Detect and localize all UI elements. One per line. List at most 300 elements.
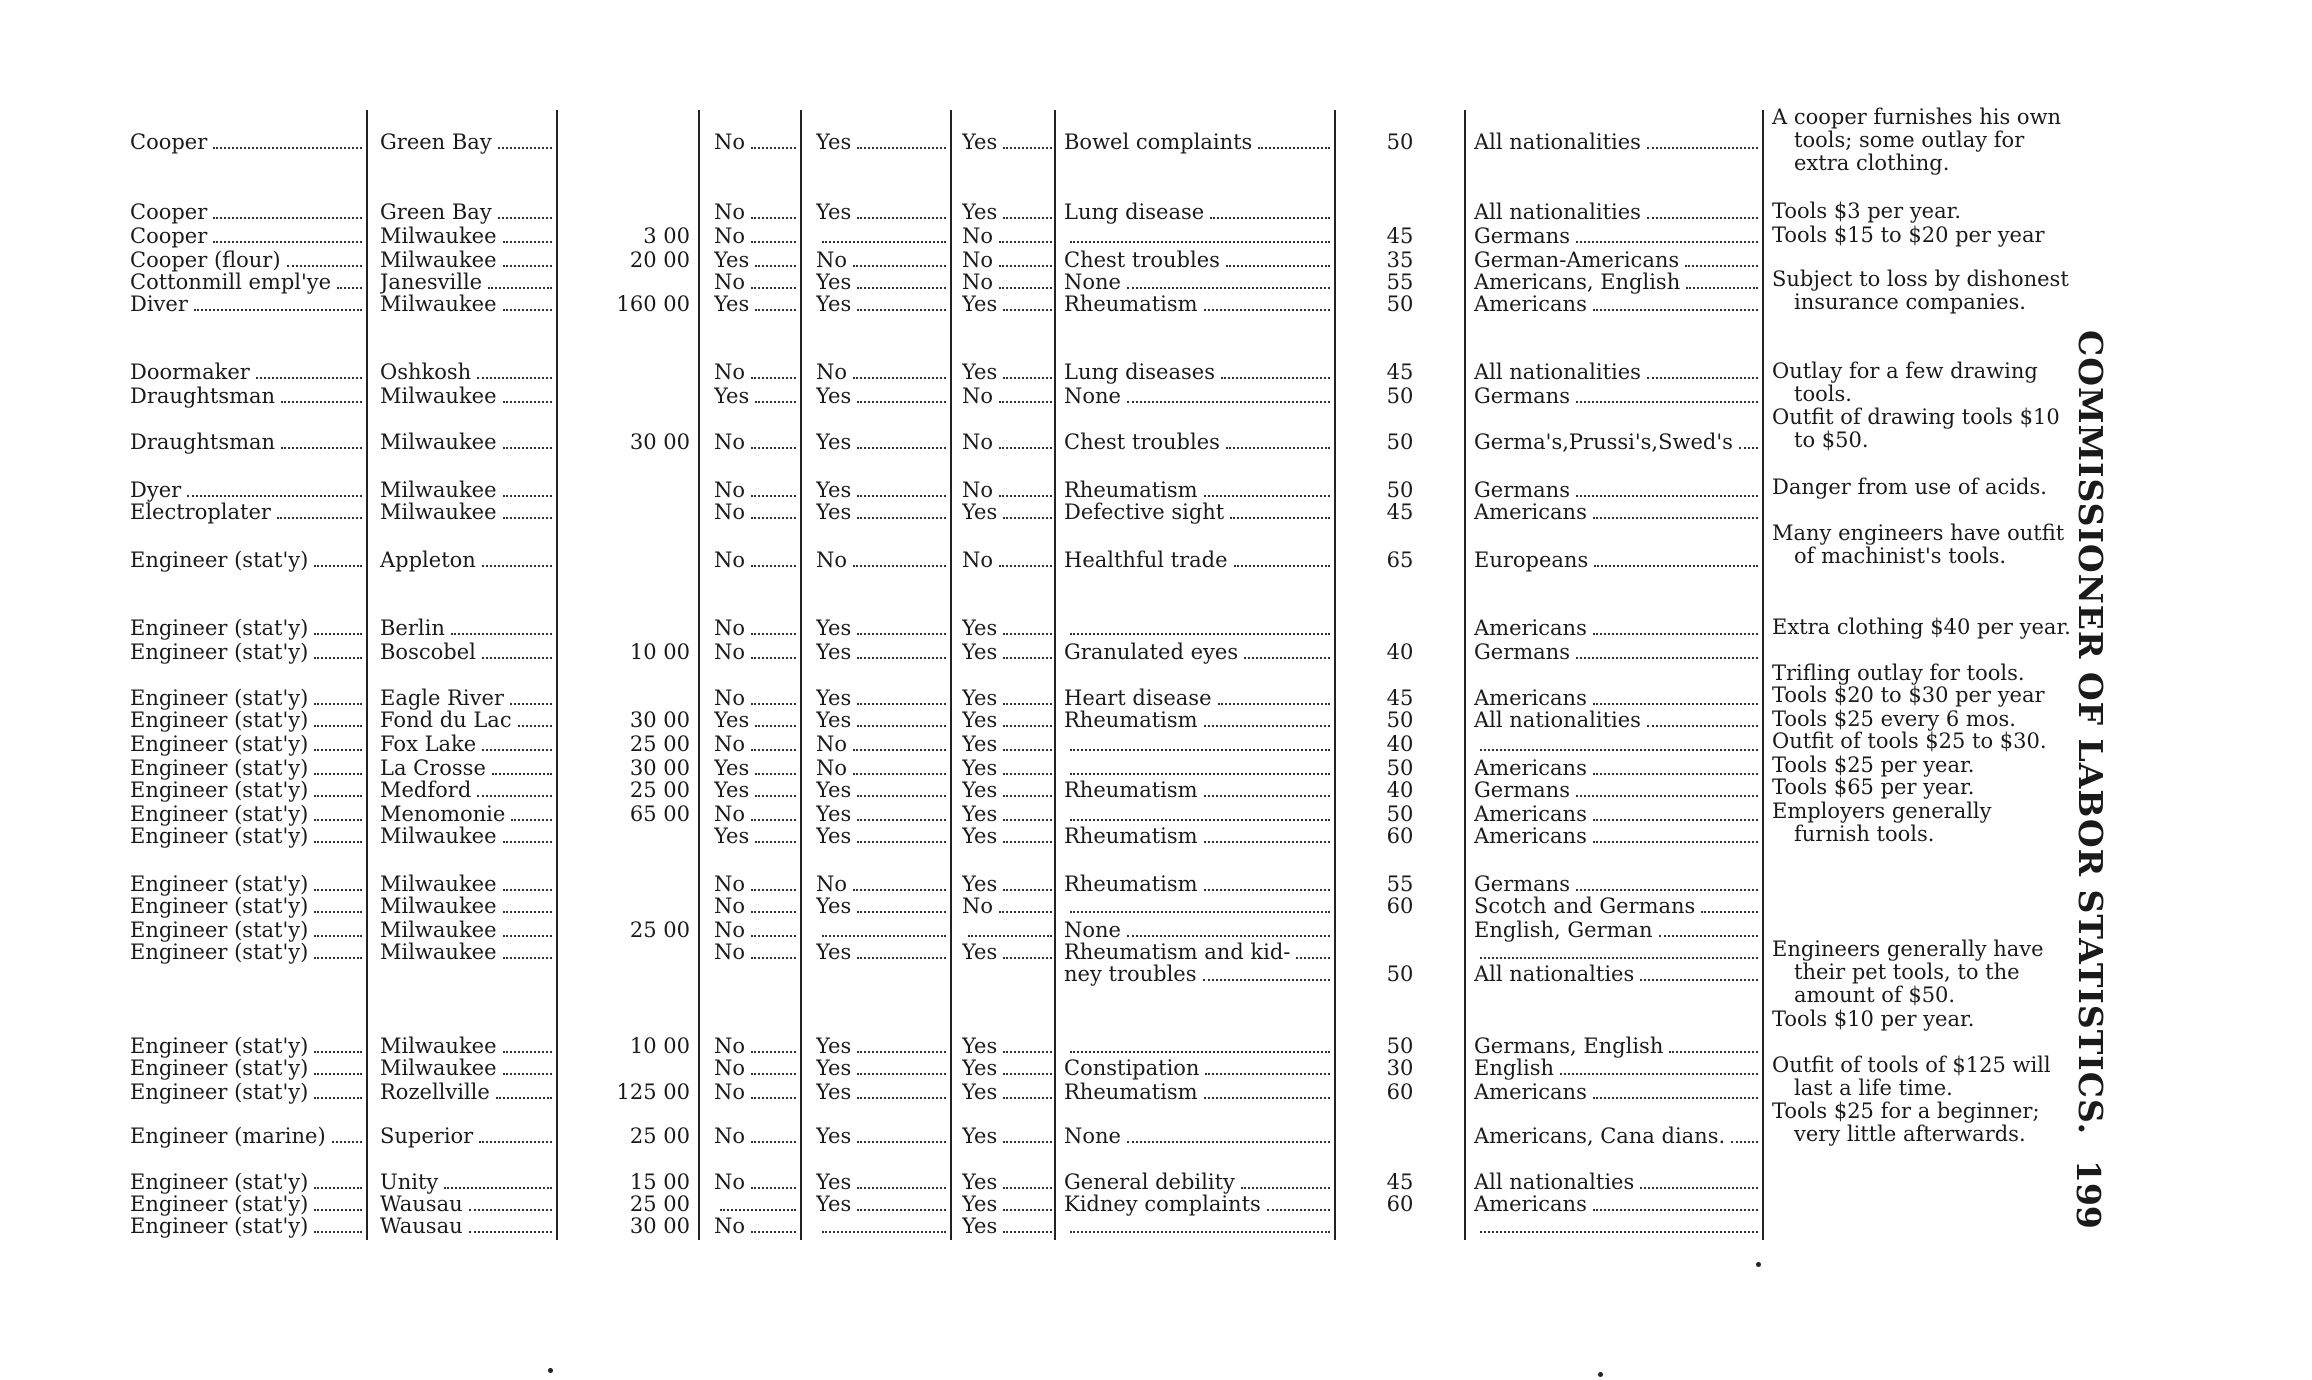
col-c-cell bbox=[962, 1192, 1052, 1216]
remark-text: Extra clothing $40 per year. bbox=[1772, 615, 2071, 639]
leader-dots bbox=[853, 262, 946, 267]
leader-dots bbox=[1576, 886, 1758, 891]
col-c-cell-text: Yes bbox=[962, 756, 998, 780]
col-b-cell bbox=[816, 802, 946, 826]
nationality-cell-text: Americans bbox=[1474, 802, 1587, 826]
location-cell bbox=[380, 802, 552, 826]
leader-dots bbox=[1296, 954, 1330, 959]
leader-dots bbox=[314, 700, 362, 705]
leader-dots bbox=[1204, 838, 1330, 843]
disease-cell bbox=[1064, 940, 1330, 964]
col-c-cell-text: No bbox=[962, 478, 994, 502]
leader-dots bbox=[853, 746, 946, 751]
location-cell-text: Milwaukee bbox=[380, 384, 497, 408]
col-a-cell bbox=[714, 130, 796, 154]
occupation-cell bbox=[130, 478, 362, 502]
nationality-cell bbox=[1474, 1192, 1758, 1216]
leader-dots bbox=[1070, 1228, 1330, 1233]
disease-cell-text: Rheumatism and kid- bbox=[1064, 940, 1291, 964]
nationality-cell-text: All nationalities bbox=[1474, 708, 1641, 732]
col-c-cell bbox=[962, 430, 1052, 454]
tool-cost-cell bbox=[566, 894, 690, 918]
col-c-cell-text: Yes bbox=[962, 1170, 998, 1194]
occupation-cell bbox=[130, 640, 362, 664]
age-cell: 50 bbox=[1386, 430, 1414, 454]
leader-dots bbox=[1003, 654, 1052, 659]
leader-dots bbox=[1593, 514, 1758, 519]
col-b-cell bbox=[816, 1124, 946, 1148]
age-cell: 60 bbox=[1386, 824, 1414, 848]
disease-cell bbox=[1064, 478, 1330, 502]
disease-cell bbox=[1064, 1192, 1330, 1216]
leader-dots bbox=[857, 1070, 946, 1075]
leader-dots bbox=[822, 1228, 946, 1233]
nationality-cell-text: Germans bbox=[1474, 872, 1570, 896]
leader-dots bbox=[999, 398, 1052, 403]
disease-cell bbox=[1064, 756, 1330, 780]
leader-dots bbox=[503, 1070, 552, 1075]
leader-dots bbox=[314, 1206, 362, 1211]
disease-cell-text: Rheumatism bbox=[1064, 478, 1198, 502]
leader-dots bbox=[187, 492, 362, 497]
disease-cell-text: Rheumatism bbox=[1064, 824, 1198, 848]
col-c-cell bbox=[962, 130, 1052, 154]
nationality-cell-text: Germans bbox=[1474, 384, 1570, 408]
tool-cost-cell: 125 00 bbox=[616, 1080, 690, 1104]
disease-cell bbox=[1064, 872, 1330, 896]
col-c-cell bbox=[962, 478, 1052, 502]
leader-dots bbox=[503, 514, 552, 519]
col-a-cell-text: No bbox=[714, 1124, 746, 1148]
occupation-cell bbox=[130, 708, 362, 732]
disease-cell bbox=[1064, 802, 1330, 826]
leader-dots bbox=[857, 654, 946, 659]
disease-cell bbox=[1064, 1080, 1330, 1104]
col-a-cell-text: No bbox=[714, 224, 746, 248]
col-c-cell-text: Yes bbox=[962, 940, 998, 964]
occupation-cell-text: Cooper (flour) bbox=[130, 248, 281, 272]
occupation-cell-text: Engineer (stat'y) bbox=[130, 918, 309, 942]
col-b-cell-text: Yes bbox=[816, 802, 852, 826]
leader-dots bbox=[314, 630, 362, 635]
column-rule bbox=[698, 110, 700, 1240]
location-cell bbox=[380, 292, 552, 316]
occupation-cell bbox=[130, 270, 362, 294]
location-cell-text: Milwaukee bbox=[380, 248, 497, 272]
col-c-cell-text: Yes bbox=[962, 500, 998, 524]
location-cell-text: Milwaukee bbox=[380, 1034, 497, 1058]
leader-dots bbox=[751, 444, 796, 449]
col-b-cell-text: Yes bbox=[816, 940, 852, 964]
leader-dots bbox=[1647, 144, 1758, 149]
leader-dots bbox=[751, 144, 796, 149]
nationality-cell-text: Americans bbox=[1474, 824, 1587, 848]
tool-cost-cell: 10 00 bbox=[629, 640, 690, 664]
nationality-cell-text: German-Americans bbox=[1474, 248, 1680, 272]
col-b-cell-text: No bbox=[816, 548, 848, 572]
col-a-cell bbox=[714, 270, 796, 294]
col-c-cell bbox=[962, 384, 1052, 408]
leader-dots bbox=[1003, 886, 1052, 891]
occupation-cell-text: Engineer (stat'y) bbox=[130, 548, 309, 572]
col-c-cell bbox=[962, 1080, 1052, 1104]
location-cell bbox=[380, 548, 552, 572]
col-c-cell-text: Yes bbox=[962, 292, 998, 316]
leader-dots bbox=[1593, 1206, 1758, 1211]
col-c-cell-text: Yes bbox=[962, 1192, 998, 1216]
nationality-cell bbox=[1474, 778, 1758, 802]
col-a-cell bbox=[714, 1034, 796, 1058]
remark-text: Outfit of tools of $125 will last a life time. bbox=[1772, 1053, 2051, 1100]
col-b-cell bbox=[816, 248, 946, 272]
ink-speck bbox=[1756, 1262, 1761, 1267]
nationality-cell bbox=[1474, 708, 1758, 732]
col-c-cell-text: Yes bbox=[962, 1214, 998, 1238]
tool-cost-cell bbox=[566, 686, 690, 710]
leader-dots bbox=[751, 1138, 796, 1143]
leader-dots bbox=[857, 1138, 946, 1143]
leader-dots bbox=[999, 492, 1052, 497]
occupation-cell-text: Engineer (stat'y) bbox=[130, 640, 309, 664]
leader-dots bbox=[1241, 1184, 1330, 1189]
occupation-cell-text: Cooper bbox=[130, 200, 208, 224]
location-cell-text: Oshkosh bbox=[380, 360, 472, 384]
leader-dots bbox=[1210, 214, 1330, 219]
location-cell bbox=[380, 1214, 552, 1238]
leader-dots bbox=[853, 374, 946, 379]
column-rule bbox=[1762, 110, 1764, 1240]
disease-cell-text: None bbox=[1064, 1124, 1121, 1148]
occupation-cell bbox=[130, 1214, 362, 1238]
leader-dots bbox=[853, 562, 946, 567]
leader-dots bbox=[469, 1206, 552, 1211]
leader-dots bbox=[751, 1070, 796, 1075]
nationality-cell bbox=[1474, 802, 1758, 826]
leader-dots bbox=[751, 238, 796, 243]
col-a-cell-text: Yes bbox=[714, 778, 750, 802]
occupation-cell bbox=[130, 430, 362, 454]
col-c-cell-text: Yes bbox=[962, 686, 998, 710]
leader-dots bbox=[503, 238, 552, 243]
leader-dots bbox=[314, 722, 362, 727]
age-cell: 45 bbox=[1386, 686, 1414, 710]
col-a-cell bbox=[714, 548, 796, 572]
col-c-cell-text: Yes bbox=[962, 200, 998, 224]
col-b-cell-text: Yes bbox=[816, 1124, 852, 1148]
location-cell-text: Fond du Lac bbox=[380, 708, 512, 732]
occupation-cell-text: Draughtsman bbox=[130, 384, 276, 408]
nationality-cell bbox=[1474, 248, 1758, 272]
remark-text: Danger from use of acids. bbox=[1772, 475, 2047, 499]
disease-cell-text: General debility bbox=[1064, 1170, 1235, 1194]
leader-dots bbox=[314, 1184, 362, 1189]
location-cell-text: Milwaukee bbox=[380, 894, 497, 918]
leader-dots bbox=[477, 374, 552, 379]
col-c-cell-text: Yes bbox=[962, 640, 998, 664]
location-cell bbox=[380, 248, 552, 272]
col-c-cell-text: Yes bbox=[962, 1124, 998, 1148]
col-b-cell-text: Yes bbox=[816, 1080, 852, 1104]
leader-dots bbox=[751, 908, 796, 913]
disease-cell bbox=[1064, 640, 1330, 664]
location-cell bbox=[380, 500, 552, 524]
col-a-cell-text: No bbox=[714, 130, 746, 154]
col-c-cell bbox=[962, 778, 1052, 802]
col-b-cell bbox=[816, 1056, 946, 1080]
nationality-cell bbox=[1474, 732, 1758, 756]
disease-cell-text: Chest troubles bbox=[1064, 430, 1220, 454]
occupation-cell-text: Engineer (stat'y) bbox=[130, 1056, 309, 1080]
col-a-cell-text: No bbox=[714, 894, 746, 918]
leader-dots bbox=[751, 1228, 796, 1233]
leader-dots bbox=[751, 654, 796, 659]
location-cell bbox=[380, 1170, 552, 1194]
col-b-cell-text: Yes bbox=[816, 686, 852, 710]
leader-dots bbox=[1003, 374, 1052, 379]
disease-cell bbox=[1064, 732, 1330, 756]
leader-dots bbox=[751, 374, 796, 379]
col-c-cell-text: Yes bbox=[962, 1056, 998, 1080]
disease-cell-text: Kidney complaints bbox=[1064, 1192, 1261, 1216]
leader-dots bbox=[1003, 1138, 1052, 1143]
leader-dots bbox=[857, 284, 946, 289]
col-a-cell-text: No bbox=[714, 1056, 746, 1080]
col-a-cell bbox=[714, 292, 796, 316]
leader-dots bbox=[755, 398, 796, 403]
col-c-cell bbox=[962, 686, 1052, 710]
remark-text: Employers generally furnish tools. bbox=[1772, 799, 1992, 846]
leader-dots bbox=[751, 514, 796, 519]
age-cell: 45 bbox=[1386, 224, 1414, 248]
tool-cost-cell: 25 00 bbox=[629, 732, 690, 756]
nationality-cell bbox=[1474, 756, 1758, 780]
leader-dots bbox=[755, 306, 796, 311]
location-cell-text: Milwaukee bbox=[380, 500, 497, 524]
col-b-cell bbox=[816, 384, 946, 408]
col-b-cell bbox=[816, 824, 946, 848]
col-a-cell-text: No bbox=[714, 360, 746, 384]
occupation-cell-text: Engineer (stat'y) bbox=[130, 732, 309, 756]
col-c-cell bbox=[962, 548, 1052, 572]
col-b-cell bbox=[816, 1170, 946, 1194]
occupation-cell-text: Engineer (stat'y) bbox=[130, 1034, 309, 1058]
leader-dots bbox=[1003, 144, 1052, 149]
col-b-cell-text: Yes bbox=[816, 130, 852, 154]
age-cell bbox=[1340, 200, 1460, 224]
leader-dots bbox=[482, 562, 552, 567]
tool-cost-cell: 25 00 bbox=[629, 778, 690, 802]
age-cell bbox=[1340, 918, 1460, 942]
leader-dots bbox=[479, 1138, 552, 1143]
col-b-cell bbox=[816, 962, 946, 986]
col-a-cell-text: No bbox=[714, 872, 746, 896]
col-b-cell bbox=[816, 894, 946, 918]
leader-dots bbox=[1204, 722, 1330, 727]
leader-dots bbox=[857, 908, 946, 913]
nationality-cell-text: Germans bbox=[1474, 224, 1570, 248]
col-c-cell bbox=[962, 872, 1052, 896]
leader-dots bbox=[999, 238, 1052, 243]
location-cell bbox=[380, 686, 552, 710]
leader-dots bbox=[1070, 1048, 1330, 1053]
leader-dots bbox=[1003, 792, 1052, 797]
nationality-cell-text: Americans, English bbox=[1474, 270, 1681, 294]
tool-cost-cell: 25 00 bbox=[629, 1124, 690, 1148]
occupation-cell bbox=[130, 872, 362, 896]
nationality-cell-text: Europeans bbox=[1474, 548, 1589, 572]
col-c-cell bbox=[962, 940, 1052, 964]
col-a-cell bbox=[714, 1170, 796, 1194]
leader-dots bbox=[1070, 746, 1330, 751]
age-cell: 30 bbox=[1386, 1056, 1414, 1080]
leader-dots bbox=[451, 630, 552, 635]
occupation-cell-text: Engineer (stat'y) bbox=[130, 778, 309, 802]
column-rule bbox=[1464, 110, 1466, 1240]
nationality-cell bbox=[1474, 430, 1758, 454]
leader-dots bbox=[857, 722, 946, 727]
leader-dots bbox=[1593, 306, 1758, 311]
col-a-cell-text: No bbox=[714, 430, 746, 454]
col-a-cell bbox=[714, 962, 796, 986]
leader-dots bbox=[1003, 838, 1052, 843]
nationality-cell-text: All nationalities bbox=[1474, 130, 1641, 154]
age-cell: 50 bbox=[1386, 802, 1414, 826]
leader-dots bbox=[751, 886, 796, 891]
leader-dots bbox=[503, 886, 552, 891]
leader-dots bbox=[751, 954, 796, 959]
age-cell: 45 bbox=[1386, 360, 1414, 384]
col-b-cell-text: No bbox=[816, 872, 848, 896]
tool-cost-cell: 65 00 bbox=[629, 802, 690, 826]
leader-dots bbox=[314, 886, 362, 891]
tool-cost-cell bbox=[566, 200, 690, 224]
leader-dots bbox=[1226, 262, 1330, 267]
leader-dots bbox=[857, 398, 946, 403]
leader-dots bbox=[1127, 1138, 1330, 1143]
leader-dots bbox=[518, 722, 552, 727]
location-cell bbox=[380, 756, 552, 780]
location-cell bbox=[380, 824, 552, 848]
tool-cost-cell bbox=[566, 616, 690, 640]
col-c-cell bbox=[962, 292, 1052, 316]
occupation-cell-text: Engineer (stat'y) bbox=[130, 940, 309, 964]
col-b-cell bbox=[816, 1192, 946, 1216]
col-b-cell-text: Yes bbox=[816, 270, 852, 294]
col-b-cell-text: Yes bbox=[816, 384, 852, 408]
col-a-cell-text: No bbox=[714, 686, 746, 710]
leader-dots bbox=[444, 1184, 552, 1189]
leader-dots bbox=[1003, 1048, 1052, 1053]
col-a-cell-text: Yes bbox=[714, 708, 750, 732]
leader-dots bbox=[857, 838, 946, 843]
column-rule bbox=[1334, 110, 1336, 1240]
col-a-cell bbox=[714, 1214, 796, 1238]
page-header: COMMISSIONER OF LABOR STATISTICS. bbox=[2071, 330, 2110, 1136]
occupation-cell-text: Engineer (stat'y) bbox=[130, 686, 309, 710]
leader-dots bbox=[314, 654, 362, 659]
leader-dots bbox=[1647, 214, 1758, 219]
occupation-cell bbox=[130, 200, 362, 224]
leader-dots bbox=[469, 1228, 552, 1233]
leader-dots bbox=[1003, 954, 1052, 959]
leader-dots bbox=[1127, 398, 1330, 403]
location-cell-text: Green Bay bbox=[380, 130, 492, 154]
col-b-cell bbox=[816, 732, 946, 756]
nationality-cell bbox=[1474, 940, 1758, 964]
occupation-cell bbox=[130, 1170, 362, 1194]
leader-dots bbox=[857, 144, 946, 149]
leader-dots bbox=[213, 144, 362, 149]
col-c-cell-text: Yes bbox=[962, 360, 998, 384]
location-cell bbox=[380, 640, 552, 664]
disease-cell-text: None bbox=[1064, 270, 1121, 294]
leader-dots bbox=[751, 492, 796, 497]
location-cell-text: Eagle River bbox=[380, 686, 504, 710]
disease-cell bbox=[1064, 708, 1330, 732]
col-b-cell bbox=[816, 270, 946, 294]
col-a-cell bbox=[714, 1124, 796, 1148]
nationality-cell-text: All nationalties bbox=[1474, 962, 1635, 986]
col-c-cell-text: No bbox=[962, 548, 994, 572]
nationality-cell bbox=[1474, 130, 1758, 154]
leader-dots bbox=[1003, 306, 1052, 311]
occupation-cell bbox=[130, 360, 362, 384]
leader-dots bbox=[503, 908, 552, 913]
leader-dots bbox=[1669, 1048, 1758, 1053]
col-c-cell-text: Yes bbox=[962, 778, 998, 802]
col-a-cell bbox=[714, 824, 796, 848]
disease-cell-text: Constipation bbox=[1064, 1056, 1200, 1080]
col-b-cell-text: Yes bbox=[816, 500, 852, 524]
col-a-cell-text: No bbox=[714, 1080, 746, 1104]
leader-dots bbox=[857, 700, 946, 705]
leader-dots bbox=[1593, 770, 1758, 775]
leader-dots bbox=[510, 700, 552, 705]
location-cell-text: Appleton bbox=[380, 548, 476, 572]
remark-text: Tools $3 per year. bbox=[1772, 199, 1962, 223]
occupation-cell-text: Engineer (stat'y) bbox=[130, 802, 309, 826]
col-a-cell bbox=[714, 686, 796, 710]
leader-dots bbox=[281, 398, 362, 403]
disease-cell bbox=[1064, 824, 1330, 848]
age-cell: 60 bbox=[1386, 894, 1414, 918]
occupation-cell-text: Doormaker bbox=[130, 360, 250, 384]
leader-dots bbox=[822, 238, 946, 243]
age-cell bbox=[1340, 1214, 1460, 1238]
leader-dots bbox=[1731, 1138, 1758, 1143]
leader-dots bbox=[1480, 1228, 1758, 1233]
leader-dots bbox=[256, 374, 362, 379]
leader-dots bbox=[1204, 306, 1330, 311]
disease-cell-text: Defective sight bbox=[1064, 500, 1225, 524]
column-rule bbox=[800, 110, 802, 1240]
nationality-cell bbox=[1474, 200, 1758, 224]
occupation-cell bbox=[130, 224, 362, 248]
col-a-cell bbox=[714, 778, 796, 802]
leader-dots bbox=[857, 1094, 946, 1099]
disease-cell bbox=[1064, 130, 1330, 154]
occupation-cell bbox=[130, 384, 362, 408]
col-c-cell-text: Yes bbox=[962, 130, 998, 154]
col-b-cell bbox=[816, 918, 946, 942]
nationality-cell-text: Americans bbox=[1474, 1080, 1587, 1104]
col-b-cell bbox=[816, 548, 946, 572]
nationality-cell-text: Americans bbox=[1474, 756, 1587, 780]
age-cell bbox=[1340, 1124, 1460, 1148]
col-c-cell bbox=[962, 360, 1052, 384]
leader-dots bbox=[1221, 374, 1330, 379]
disease-cell bbox=[1064, 1214, 1330, 1238]
